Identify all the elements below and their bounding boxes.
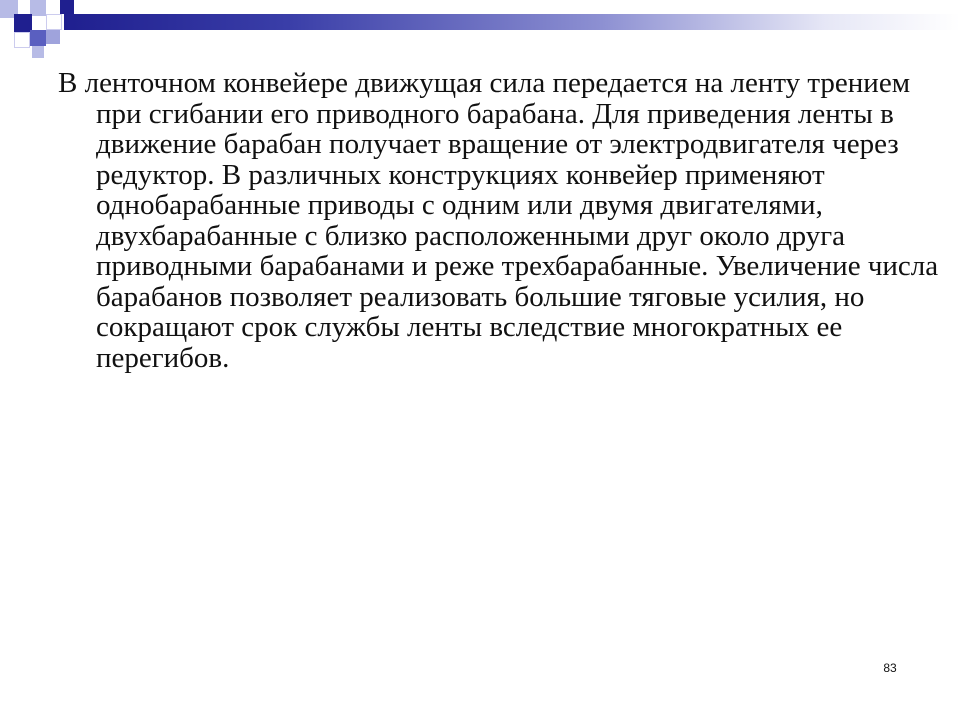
decor-square: [30, 0, 46, 16]
decor-square: [32, 46, 44, 58]
decor-square: [60, 0, 74, 14]
decor-square: [30, 30, 46, 46]
body-paragraph: В ленточном конвейере движущая сила передается на ленту трением при сгибании его приводного барабана. Для приведения ленты в движение барабан получает вращение от электродвигателя через редуктор. В различных конструкциях конвейер применяют однобарабанные приводы с одним или двумя двигателями, двухбарабанные с близко расположенными друг около друга приводными барабанами и реже трехбарабанные. Увеличение числа барабанов позволяет реализовать большие тяговые усилия, но сокращают срок службы ленты вследствие многократных ее перегибов.: [58, 67, 939, 374]
decor-square: [14, 32, 30, 48]
decor-square: [46, 14, 62, 30]
decor-square: [46, 30, 60, 44]
header-decoration: [0, 0, 960, 60]
gradient-bar: [64, 14, 960, 30]
page-number: 83: [883, 661, 897, 675]
